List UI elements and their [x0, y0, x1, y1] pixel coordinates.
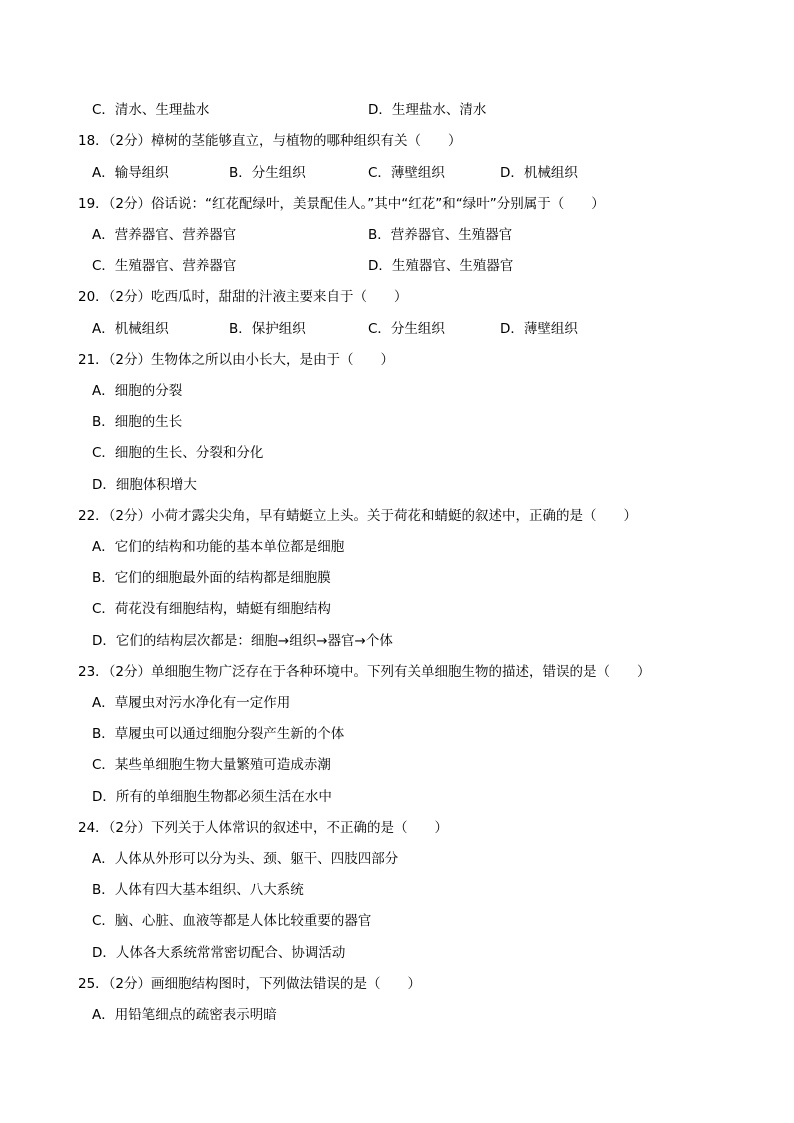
q24-option-a: A．人体从外形可以分为头、颈、躯干、四肢四部分	[92, 851, 399, 867]
q23-option-a: A．草履虫对污水净化有一定作用	[92, 695, 291, 711]
q23-option-b: B．草履虫可以通过细胞分裂产生新的个体	[92, 726, 345, 742]
q24-option-c: C．脑、心脏、血液等都是人体比较重要的器官	[92, 913, 372, 929]
q20-stem: 20．（2分）吃西瓜时，甜甜的汁液主要来自于（ ）	[78, 289, 408, 305]
q22-stem: 22．（2分）小荷才露尖尖角，早有蜻蜓立上头。关于荷花和蜻蜓的叙述中，正确的是（ ）	[78, 508, 638, 524]
q21-option-b: B．细胞的生长	[92, 414, 183, 430]
q25-option-a: A．用铅笔细点的疏密表示明暗	[92, 1007, 277, 1023]
q19-option-d: D．生殖器官、生殖器官	[368, 258, 514, 274]
q20-option-c: C．分生组织	[368, 321, 445, 337]
q21-stem: 21．（2分）生物体之所以由小长大，是由于（ ）	[78, 352, 395, 368]
q23-stem: 23．（2分）单细胞生物广泛存在于各种环境中。下列有关单细胞生物的描述，错误的是（ ）	[78, 664, 651, 680]
q20-option-b: B．保护组织	[229, 321, 306, 337]
q22-option-c: C．荷花没有细胞结构，蜻蜓有细胞结构	[92, 601, 331, 617]
q20-option-a: A．机械组织	[92, 321, 169, 337]
q22-option-a: A．它们的结构和功能的基本单位都是细胞	[92, 539, 345, 555]
q17-option-d: D．生理盐水、清水	[368, 102, 487, 118]
q18-option-d: D．机械组织	[500, 165, 578, 181]
q24-option-b: B．人体有四大基本组织、八大系统	[92, 882, 304, 898]
q19-stem: 19．（2分）俗话说：“红花配绿叶，美景配佳人。”其中“红花”和“绿叶”分别属于（ ）	[78, 196, 605, 212]
q21-option-a: A．细胞的分裂	[92, 383, 183, 399]
q23-option-c: C．某些单细胞生物大量繁殖可造成赤潮	[92, 757, 331, 773]
q22-option-b: B．它们的细胞最外面的结构都是细胞膜	[92, 570, 331, 586]
q19-option-a: A．营养器官、营养器官	[92, 227, 237, 243]
q18-option-b: B．分生组织	[229, 165, 306, 181]
q22-option-d: D．它们的结构层次都是：细胞→组织→器官→个体	[92, 633, 393, 649]
q18-stem: 18．（2分）樟树的茎能够直立，与植物的哪种组织有关（ ）	[78, 133, 462, 149]
q23-option-d: D．所有的单细胞生物都必须生活在水中	[92, 789, 332, 805]
q18-option-a: A．输导组织	[92, 165, 169, 181]
q25-stem: 25．（2分）画细胞结构图时，下列做法错误的是（ ）	[78, 976, 422, 992]
q21-option-c: C．细胞的生长、分裂和分化	[92, 445, 264, 461]
q19-option-c: C．生殖器官、营养器官	[92, 258, 237, 274]
q21-option-d: D．细胞体积增大	[92, 477, 197, 493]
q24-option-d: D．人体各大系统常常密切配合、协调活动	[92, 945, 346, 961]
q20-option-d: D．薄壁组织	[500, 321, 578, 337]
q17-option-c: C．清水、生理盐水	[92, 102, 210, 118]
q18-option-c: C．薄壁组织	[368, 165, 445, 181]
q19-option-b: B．营养器官、生殖器官	[368, 227, 513, 243]
q24-stem: 24．（2分）下列关于人体常识的叙述中，不正确的是（ ）	[78, 820, 449, 836]
